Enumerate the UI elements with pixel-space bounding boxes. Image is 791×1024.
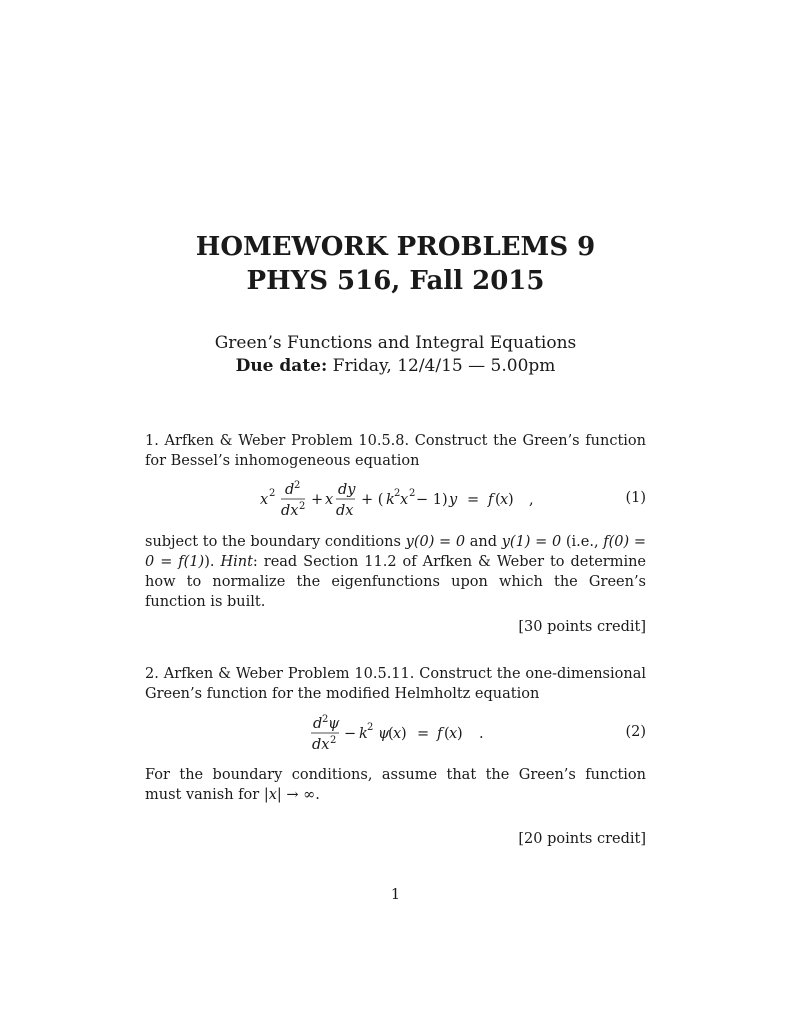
conditions-close: ).: [204, 554, 215, 570]
problem-1-intro: 1. Arfken & Weber Problem 10.5.8. Construct the Green’s function for Bessel’s inhomogeneous equation: [145, 433, 646, 469]
svg-text:2: 2: [409, 488, 416, 499]
abs-x: |x|: [263, 787, 282, 803]
conditions-text: subject to the boundary conditions: [145, 534, 401, 550]
svg-text:2: 2: [394, 488, 401, 499]
svg-text:=: =: [417, 726, 430, 742]
problem-2-conditions: [145, 765, 646, 805]
problem-2-text: For the boundary conditions, assume that the Green’s function must vanish for: [145, 767, 646, 803]
equation-1-number: (1): [625, 490, 646, 506]
svg-text:x: x: [500, 492, 509, 508]
svg-text:x: x: [260, 492, 269, 508]
page-number: 1: [390, 887, 401, 903]
condition-y1: y(1) = 0: [501, 534, 562, 550]
equation-1-body: [145, 480, 646, 520]
svg-text:(: (: [495, 492, 501, 508]
title-line-2: PHYS 516, Fall 2015: [246, 266, 545, 296]
svg-text:): ): [508, 492, 514, 508]
svg-text:2: 2: [269, 488, 276, 499]
arrow-infinity: → ∞: [286, 787, 316, 803]
equation-2: [145, 714, 646, 754]
equation-2-math: [145, 714, 646, 754]
equation-2-body: [145, 714, 646, 754]
svg-text:x: x: [400, 492, 409, 508]
condition-y0: y(0) = 0: [405, 534, 466, 550]
conditions-and: and: [469, 534, 498, 550]
svg-text:x: x: [449, 726, 458, 742]
condition-f: f(0) = 0 = f(1): [145, 534, 647, 570]
svg-text:d: d: [285, 482, 295, 498]
svg-text:dx: dx: [312, 737, 330, 753]
problem-1-conditions: [145, 532, 646, 612]
svg-text:y: y: [449, 492, 458, 508]
svg-text:(: (: [388, 726, 394, 742]
svg-text:2: 2: [294, 480, 301, 491]
due-date-value: Friday, 12/4/15 — 5.00pm: [332, 356, 556, 376]
hint-label: Hint: [220, 554, 253, 570]
svg-text:x: x: [393, 726, 402, 742]
due-date: [0, 355, 791, 378]
hint-text: : read Section 11.2 of Arfken & Weber to determine how to normalize the eigenfunctions upon which the Green’s function is built.: [145, 554, 647, 610]
svg-text:2: 2: [330, 735, 337, 746]
svg-text:d: d: [313, 716, 323, 732]
svg-text:−: −: [344, 726, 357, 742]
problem-2-intro: 2. Arfken & Weber Problem 10.5.11. Construct the one-dimensional Green’s function for the modified Helmholtz equation: [145, 666, 646, 702]
equation-2-number: (2): [625, 724, 646, 740]
problem-2-credit: [20 points credit]: [518, 831, 646, 847]
conditions-ie: (i.e.,: [565, 534, 599, 550]
svg-text:k: k: [386, 492, 395, 508]
svg-text:2: 2: [367, 722, 374, 733]
problem-1-credit: [30 points credit]: [518, 619, 646, 635]
svg-text:ψ: ψ: [378, 726, 390, 742]
svg-text:f: f: [488, 492, 494, 508]
svg-text:.: .: [479, 726, 484, 742]
equation-1: [145, 480, 646, 520]
svg-text:): ): [457, 726, 463, 742]
svg-text:2: 2: [299, 501, 306, 512]
title-line-1: HOMEWORK PROBLEMS 9: [195, 232, 596, 262]
svg-text:+ (: + (: [361, 492, 384, 508]
due-date-label: Due date:: [235, 356, 328, 376]
svg-text:(: (: [444, 726, 450, 742]
svg-text:k: k: [359, 726, 368, 742]
svg-text:− 1): − 1): [416, 492, 448, 508]
svg-text:,: ,: [529, 492, 534, 508]
equation-1-math: [145, 480, 646, 520]
svg-text:dy: dy: [338, 482, 356, 498]
svg-text:dx: dx: [336, 503, 354, 519]
svg-text:dx: dx: [281, 503, 299, 519]
svg-text:+: +: [311, 492, 324, 508]
svg-text:x: x: [325, 492, 334, 508]
problem-2-period: .: [315, 787, 320, 803]
svg-text:f: f: [437, 726, 443, 742]
svg-text:): ): [401, 726, 407, 742]
svg-text:ψ: ψ: [328, 716, 340, 732]
svg-text:2: 2: [322, 714, 329, 725]
svg-text:=: =: [467, 492, 480, 508]
subtitle: Green’s Functions and Integral Equations: [214, 333, 577, 353]
